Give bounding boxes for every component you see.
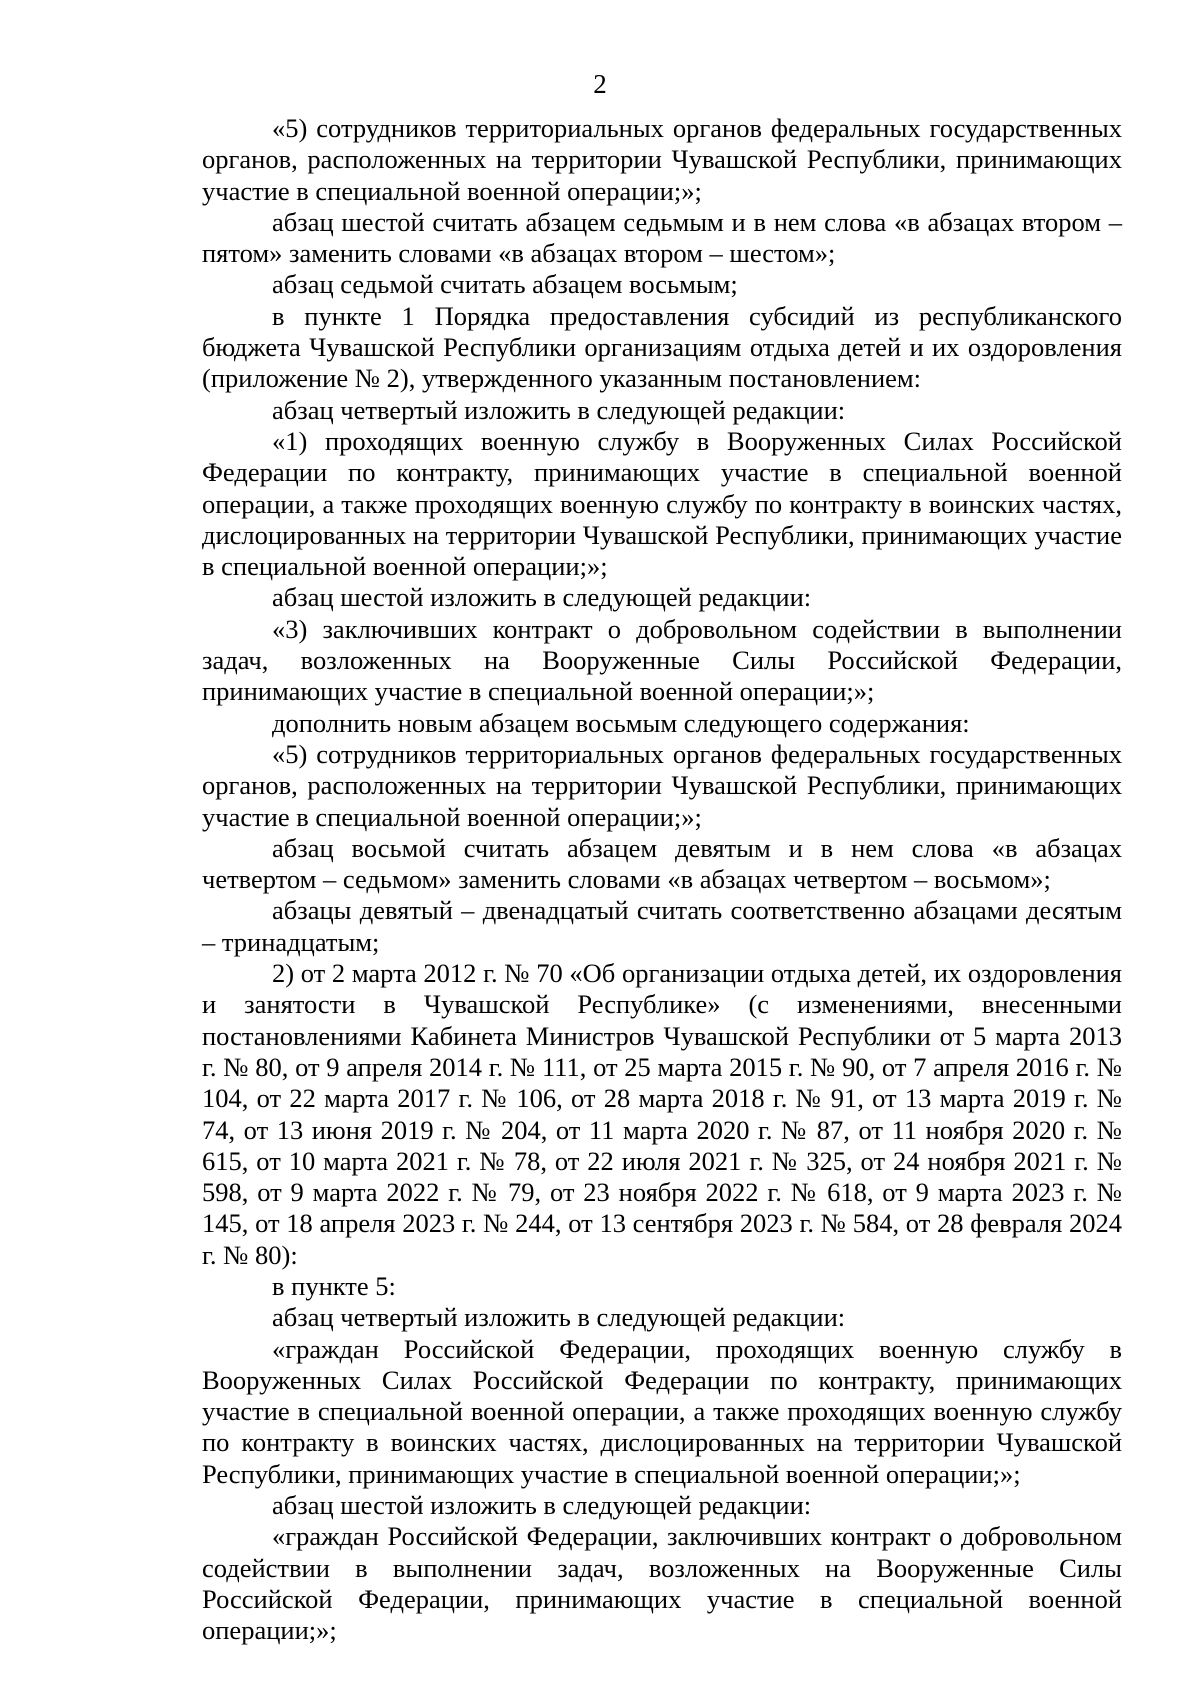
paragraph: «5) сотрудников территориальных органов федеральных государственных органов, расположенных на территории Чувашской Республики, принимающих участие в специальной военной операции;»;: [202, 738, 1122, 832]
paragraph: «5) сотрудников территориальных органов федеральных государственных органов, расположенных на территории Чувашской Республики, принимающих участие в специальной военной операции;»;: [202, 113, 1122, 206]
paragraph: в пункте 5:: [272, 1270, 396, 1301]
paragraph: 2) от 2 марта 2012 г. № 70 «Об организации отдыха детей, их оздоровления и занятости в Чувашской Республике» (с изменениями, внесенными постановлениями Кабинета Министров Чувашской Республики от 5 марта 2013 г. № 80, от 9 апреля 2014 г. № 111, от 25 марта 2015 г. № 90, от 7 апреля 2016 г. № 104, от 22 марта 2017 г. № 106, от 28 марта 2018 г. № 91, от 13 марта 2019 г. № 74, от 13 июня 2019 г. № 204, от 11 марта 2020 г. № 87, от 11 ноября 2020 г. № 615, от 10 марта 2021 г. № 78, от 22 июля 2021 г. № 325, от 24 ноября 2021 г. № 598, от 9 марта 2022 г. № 79, от 23 ноября 2022 г. № 618, от 9 марта 2023 г. № 145, от 18 апреля 2023 г. № 244, от 13 сентября 2023 г. № 584, от 28 февраля 2024 г. № 80):: [202, 958, 1122, 1270]
paragraph: «граждан Российской Федерации, заключивших контракт о добровольном содействии в выполнении задач, возложенных на Вооруженные Силы Российской Федерации, принимающих участие в специальной военной операции;»;: [202, 1521, 1122, 1646]
paragraph: дополнить новым абзацем восьмым следующего содержания:: [272, 707, 970, 738]
document-body: [202, 113, 1122, 1647]
paragraph: абзац шестой считать абзацем седьмым и в нем слова «в абзацах втором – пятом» заменить словами «в абзацах втором – шестом»;: [202, 206, 1122, 269]
paragraph: «граждан Российской Федерации, проходящих военную службу в Вооруженных Силах Российской Федерации по контракту, принимающих участие в специальной военной операции, а также проходящих военную службу по контракту в воинских частях, дислоцированных на территории Чувашской Республики, принимающих участие в специальной военной операции;»;: [202, 1333, 1122, 1489]
paragraph: «1) проходящих военную службу в Вооруженных Силах Российской Федерации по контракту, принимающих участие в специальной военной операции, а также проходящих военную службу по контракту в воинских частях, дислоцированных на территории Чувашской Республики, принимающих участие в специальной военной операции;»;: [202, 425, 1122, 582]
paragraph: абзац четвертый изложить в следующей редакции:: [272, 1302, 846, 1333]
paragraph: абзац четвертый изложить в следующей редакции:: [272, 394, 846, 425]
page-number: 2: [593, 69, 607, 99]
paragraph: абзац шестой изложить в следующей редакции:: [272, 582, 812, 613]
paragraph: в пункте 1 Порядка предоставления субсидий из республиканского бюджета Чувашской Республики организациям отдыха детей и их оздоровления (приложение № 2), утвержденного указанным постановлением:: [202, 300, 1122, 394]
paragraph: абзацы девятый – двенадцатый считать соответственно абзацами десятым – тринадцатым;: [202, 895, 1122, 957]
paragraph: абзац шестой изложить в следующей редакции:: [272, 1490, 812, 1521]
paragraph: абзац седьмой считать абзацем восьмым;: [272, 269, 738, 300]
paragraph: «3) заключивших контракт о добровольном содействии в выполнении задач, возложенных на Вооруженные Силы Российской Федерации, принимающих участие в специальной военной операции;»;: [202, 613, 1122, 707]
paragraph: абзац восьмой считать абзацем девятым и в нем слова «в абзацах четвертом – седьмом» заменить словами «в абзацах четвертом – восьмом»;: [202, 832, 1122, 895]
